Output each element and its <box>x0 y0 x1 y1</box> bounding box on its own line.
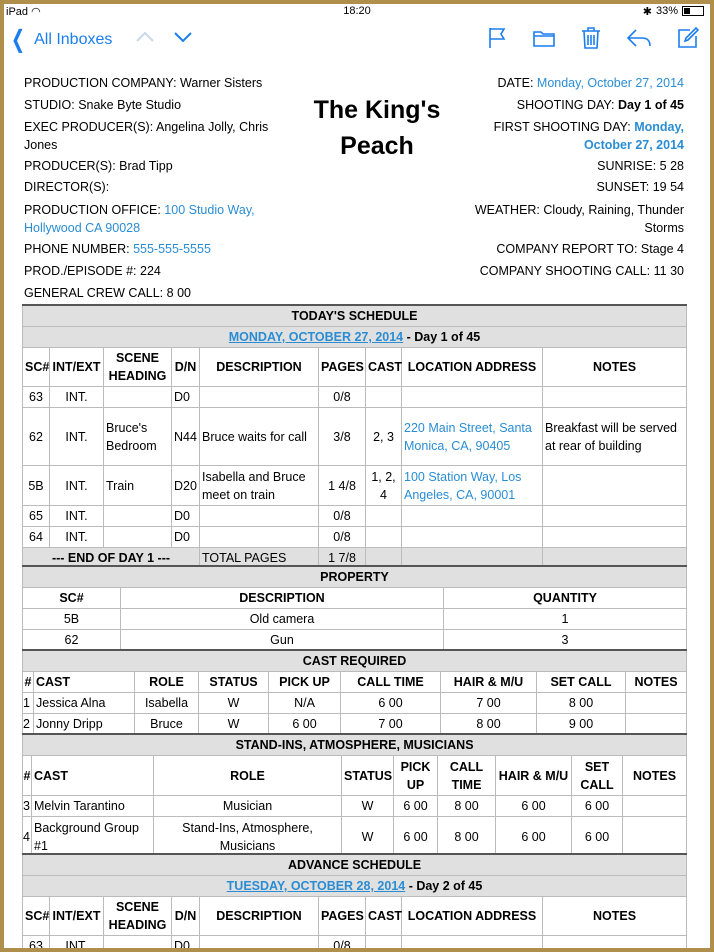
cell-notes <box>626 693 687 714</box>
cell-dn: D0 <box>172 506 200 527</box>
cell-cast: Jessica Alna <box>34 693 135 714</box>
col-role: ROLE <box>154 756 342 796</box>
cell-set-call: 9 00 <box>537 714 626 735</box>
col-call-time: CALL TIME <box>341 672 441 693</box>
cell-number: 3 <box>23 796 32 817</box>
col-notes: NOTES <box>623 756 687 796</box>
col-description: DESCRIPTION <box>200 348 319 387</box>
cell-sc: 65 <box>23 506 50 527</box>
reply-icon[interactable] <box>626 26 652 50</box>
cell-call-time: 8 00 <box>438 817 496 857</box>
table-row <box>23 466 687 506</box>
cast-title: CAST REQUIRED <box>23 650 687 672</box>
cell-status: W <box>199 693 269 714</box>
cell-int-ext: INT. <box>50 387 104 408</box>
clock: 18:20 <box>343 5 371 17</box>
cell-scene-heading <box>104 387 172 408</box>
cell-number: 4 <box>23 817 32 857</box>
cell-sc: 62 <box>23 630 121 651</box>
date: DATE: Monday, October 27, 2014 <box>497 76 684 90</box>
cell-notes <box>623 796 687 817</box>
cell-sc: 62 <box>23 408 50 466</box>
cell-cast <box>366 527 402 548</box>
phone-number-link[interactable]: 555-555-5555 <box>133 242 211 256</box>
col-description: DESCRIPTION <box>200 897 319 936</box>
col-location: LOCATION ADDRESS <box>402 897 543 936</box>
table-row <box>23 936 687 952</box>
cell-location-link[interactable]: 100 Station Way, Los Angeles, CA, 90001 <box>402 466 543 506</box>
wifi-icon: ◠ <box>31 5 41 18</box>
cell-pick-up: N/A <box>269 693 341 714</box>
cell-call-time: 8 00 <box>438 796 496 817</box>
cell-scene-heading <box>104 527 172 548</box>
cell-int-ext: INT. <box>50 506 104 527</box>
sunset: SUNSET: 19 54 <box>596 180 684 194</box>
table-row <box>23 387 687 408</box>
cell-role: Stand-Ins, Atmosphere, Musicians <box>154 817 342 857</box>
cell-hair-mu: 8 00 <box>441 714 537 735</box>
cell-cast <box>366 936 402 952</box>
cell-notes <box>543 387 687 408</box>
cell-description <box>200 936 319 952</box>
mail-toolbar <box>4 20 710 60</box>
table-row <box>23 796 687 817</box>
property-table <box>22 565 687 651</box>
cell-dn: D0 <box>172 936 200 952</box>
cell-sc: 64 <box>23 527 50 548</box>
production-office-link[interactable]: 100 Studio Way, Hollywood CA 90028 <box>24 203 255 235</box>
advance-title: ADVANCE SCHEDULE <box>23 854 687 876</box>
cell-description: Bruce waits for call <box>200 408 319 466</box>
cell-set-call: 6 00 <box>572 817 623 857</box>
cell-description: Gun <box>121 630 444 651</box>
cell-hair-mu: 6 00 <box>496 817 572 857</box>
cell-sc: 5B <box>23 466 50 506</box>
cell-description: Old camera <box>121 609 444 630</box>
cell-cast: Melvin Tarantino <box>32 796 154 817</box>
cell-sc: 63 <box>23 936 50 952</box>
cell-pick-up: 6 00 <box>394 796 438 817</box>
phone-number: PHONE NUMBER: 555-555-5555 <box>24 242 211 256</box>
col-int-ext: INT/EXT <box>50 348 104 387</box>
general-crew-call: GENERAL CREW CALL: 8 00 <box>24 286 191 300</box>
cell-status: W <box>342 796 394 817</box>
cell-int-ext: INT. <box>50 527 104 548</box>
producers: PRODUCER(S): Brad Tipp <box>24 159 173 173</box>
cell-number: 2 <box>23 714 34 735</box>
cell-scene-heading <box>104 506 172 527</box>
production-company: PRODUCTION COMPANY: Warner Sisters <box>24 76 263 90</box>
todays-schedule-table <box>22 304 687 569</box>
cell-notes <box>543 466 687 506</box>
battery-percent: 33% <box>655 5 678 17</box>
cell-notes <box>543 506 687 527</box>
stand-ins-table <box>22 733 687 857</box>
cell-sc: 63 <box>23 387 50 408</box>
col-number: # <box>23 756 32 796</box>
property-title: PROPERTY <box>23 566 687 588</box>
chevron-up-icon[interactable] <box>134 26 156 48</box>
cell-notes <box>626 714 687 735</box>
cell-cast: Background Group #1 <box>32 817 154 857</box>
studio: STUDIO: Snake Byte Studio <box>24 98 182 112</box>
cell-quantity: 3 <box>444 630 687 651</box>
col-scene-heading: SCENE HEADING <box>104 348 172 387</box>
cell-notes <box>543 527 687 548</box>
bluetooth-icon: ✱ <box>642 5 652 18</box>
cell-int-ext: INT. <box>50 936 104 952</box>
cell-cast: 1, 2, 4 <box>366 466 402 506</box>
col-status: STATUS <box>342 756 394 796</box>
total-pages-label: TOTAL PAGES <box>200 548 319 569</box>
cell-hair-mu: 7 00 <box>441 693 537 714</box>
cell-cast <box>366 506 402 527</box>
status-bar <box>4 4 710 18</box>
col-pick-up: PICK UP <box>394 756 438 796</box>
cell-set-call: 6 00 <box>572 796 623 817</box>
cell-description: Isabella and Bruce meet on train <box>200 466 319 506</box>
table-row <box>23 527 687 548</box>
folder-icon[interactable] <box>532 26 556 50</box>
production-office: PRODUCTION OFFICE: 100 Studio Way, Hollywood CA 90028 <box>24 203 255 235</box>
cell-location-link[interactable]: 220 Main Street, Santa Monica, CA, 90405 <box>402 408 543 466</box>
end-of-day-label: --- END OF DAY 1 --- <box>23 548 200 569</box>
col-int-ext: INT/EXT <box>50 897 104 936</box>
col-cast: CAST <box>34 672 135 693</box>
production-title: The King's Peach <box>313 96 441 160</box>
exec-producers: EXEC PRODUCER(S): Angelina Jolly, Chris Jones <box>24 120 269 152</box>
chevron-left-icon: ❮ <box>11 26 26 53</box>
cell-cast <box>366 387 402 408</box>
cell-sc: 5B <box>23 609 121 630</box>
callsheet-header <box>24 74 684 304</box>
schedule-title: TODAY'S SCHEDULE <box>23 305 687 327</box>
col-notes: NOTES <box>626 672 687 693</box>
col-cast: CAST <box>366 348 402 387</box>
col-hair-mu: HAIR & M/U <box>441 672 537 693</box>
schedule-date-link[interactable]: MONDAY, OCTOBER 27, 2014 <box>228 330 404 344</box>
table-row <box>23 817 687 857</box>
cell-dn: D20 <box>172 466 200 506</box>
first-shooting-day-link[interactable]: Monday, October 27, 2014 <box>583 120 684 152</box>
col-sc: SC# <box>23 348 50 387</box>
col-notes: NOTES <box>543 897 687 936</box>
table-row <box>23 714 687 735</box>
date-link[interactable]: Monday, October 27, 2014 <box>536 76 684 90</box>
advance-schedule-table <box>22 853 687 952</box>
col-sc: SC# <box>23 897 50 936</box>
total-pages-value: 1 7/8 <box>319 548 366 569</box>
cell-number: 1 <box>23 693 34 714</box>
cell-notes: Breakfast will be served at rear of building <box>543 408 687 466</box>
advance-date-row: TUESDAY, OCTOBER 28, 2014 - Day 2 of 45 <box>23 876 687 897</box>
cell-pages: 0/8 <box>319 936 366 952</box>
col-scene-heading: SCENE HEADING <box>104 897 172 936</box>
col-pick-up: PICK UP <box>269 672 341 693</box>
cell-notes <box>623 817 687 857</box>
cell-scene-heading: Bruce's Bedroom <box>104 408 172 466</box>
company-report-to: COMPANY REPORT TO: Stage 4 <box>496 242 684 256</box>
cell-pages: 0/8 <box>319 527 366 548</box>
schedule-date-row: MONDAY, OCTOBER 27, 2014 - Day 1 of 45 <box>23 327 687 348</box>
cell-status: W <box>199 714 269 735</box>
cell-dn: D0 <box>172 527 200 548</box>
cell-hair-mu: 6 00 <box>496 796 572 817</box>
col-quantity: QUANTITY <box>444 588 687 609</box>
col-sc: SC# <box>23 588 121 609</box>
cell-cast: 2, 3 <box>366 408 402 466</box>
col-set-call: SET CALL <box>572 756 623 796</box>
cell-role: Isabella <box>135 693 199 714</box>
stand-ins-title: STAND-INS, ATMOSPHERE, MUSICIANS <box>23 734 687 756</box>
cell-role: Musician <box>154 796 342 817</box>
cell-set-call: 8 00 <box>537 693 626 714</box>
compose-icon[interactable] <box>676 26 700 50</box>
table-row <box>23 408 687 466</box>
cell-pages: 3/8 <box>319 408 366 466</box>
cell-location <box>402 506 543 527</box>
cell-status: W <box>342 817 394 857</box>
weather: WEATHER: Cloudy, Raining, Thunder Storms <box>474 203 684 235</box>
col-pages: PAGES <box>319 897 366 936</box>
cell-pages: 1 4/8 <box>319 466 366 506</box>
first-shooting-day: FIRST SHOOTING DAY: Monday, October 27, 2014 <box>493 120 684 152</box>
col-description: DESCRIPTION <box>121 588 444 609</box>
col-notes: NOTES <box>543 348 687 387</box>
cell-int-ext: INT. <box>50 466 104 506</box>
col-number: # <box>23 672 34 693</box>
prod-episode: PROD./EPISODE #: 224 <box>24 264 161 278</box>
cell-location <box>402 387 543 408</box>
flag-icon[interactable] <box>486 26 508 50</box>
cell-role: Bruce <box>135 714 199 735</box>
cell-dn: D0 <box>172 387 200 408</box>
cell-call-time: 7 00 <box>341 714 441 735</box>
col-set-call: SET CALL <box>537 672 626 693</box>
trash-icon[interactable] <box>580 26 602 50</box>
carrier-label: iPad ◠ <box>6 5 41 18</box>
chevron-down-icon[interactable] <box>172 26 194 48</box>
cell-notes <box>543 936 687 952</box>
col-cast: CAST <box>32 756 154 796</box>
cell-int-ext: INT. <box>50 408 104 466</box>
cell-pages: 0/8 <box>319 387 366 408</box>
cell-description <box>200 387 319 408</box>
table-row <box>23 506 687 527</box>
cell-call-time: 6 00 <box>341 693 441 714</box>
cell-pages: 0/8 <box>319 506 366 527</box>
battery-icon <box>682 6 704 16</box>
cell-pick-up: 6 00 <box>269 714 341 735</box>
cast-required-table <box>22 649 687 735</box>
cell-pick-up: 6 00 <box>394 817 438 857</box>
table-row <box>23 630 687 651</box>
back-button[interactable] <box>8 28 112 52</box>
advance-date-link[interactable]: TUESDAY, OCTOBER 28, 2014 <box>226 879 406 893</box>
company-shooting-call: COMPANY SHOOTING CALL: 11 30 <box>479 264 684 278</box>
cell-scene-heading <box>104 936 172 952</box>
cell-description <box>200 527 319 548</box>
col-dn: D/N <box>172 897 200 936</box>
cell-description <box>200 506 319 527</box>
back-label: All Inboxes <box>34 31 113 48</box>
cell-scene-heading: Train <box>104 466 172 506</box>
directors: DIRECTOR(S): <box>24 180 110 194</box>
col-cast: CAST <box>366 897 402 936</box>
col-pages: PAGES <box>319 348 366 387</box>
col-location: LOCATION ADDRESS <box>402 348 543 387</box>
col-status: STATUS <box>199 672 269 693</box>
col-hair-mu: HAIR & M/U <box>496 756 572 796</box>
cell-cast: Jonny Dripp <box>34 714 135 735</box>
table-row <box>23 693 687 714</box>
col-call-time: CALL TIME <box>438 756 496 796</box>
col-dn: D/N <box>172 348 200 387</box>
table-row <box>23 609 687 630</box>
col-role: ROLE <box>135 672 199 693</box>
cell-location <box>402 936 543 952</box>
cell-dn: N44 <box>172 408 200 466</box>
cell-location <box>402 527 543 548</box>
shooting-day: SHOOTING DAY: Day 1 of 45 <box>516 98 684 112</box>
cell-quantity: 1 <box>444 609 687 630</box>
sunrise: SUNRISE: 5 28 <box>597 159 684 173</box>
